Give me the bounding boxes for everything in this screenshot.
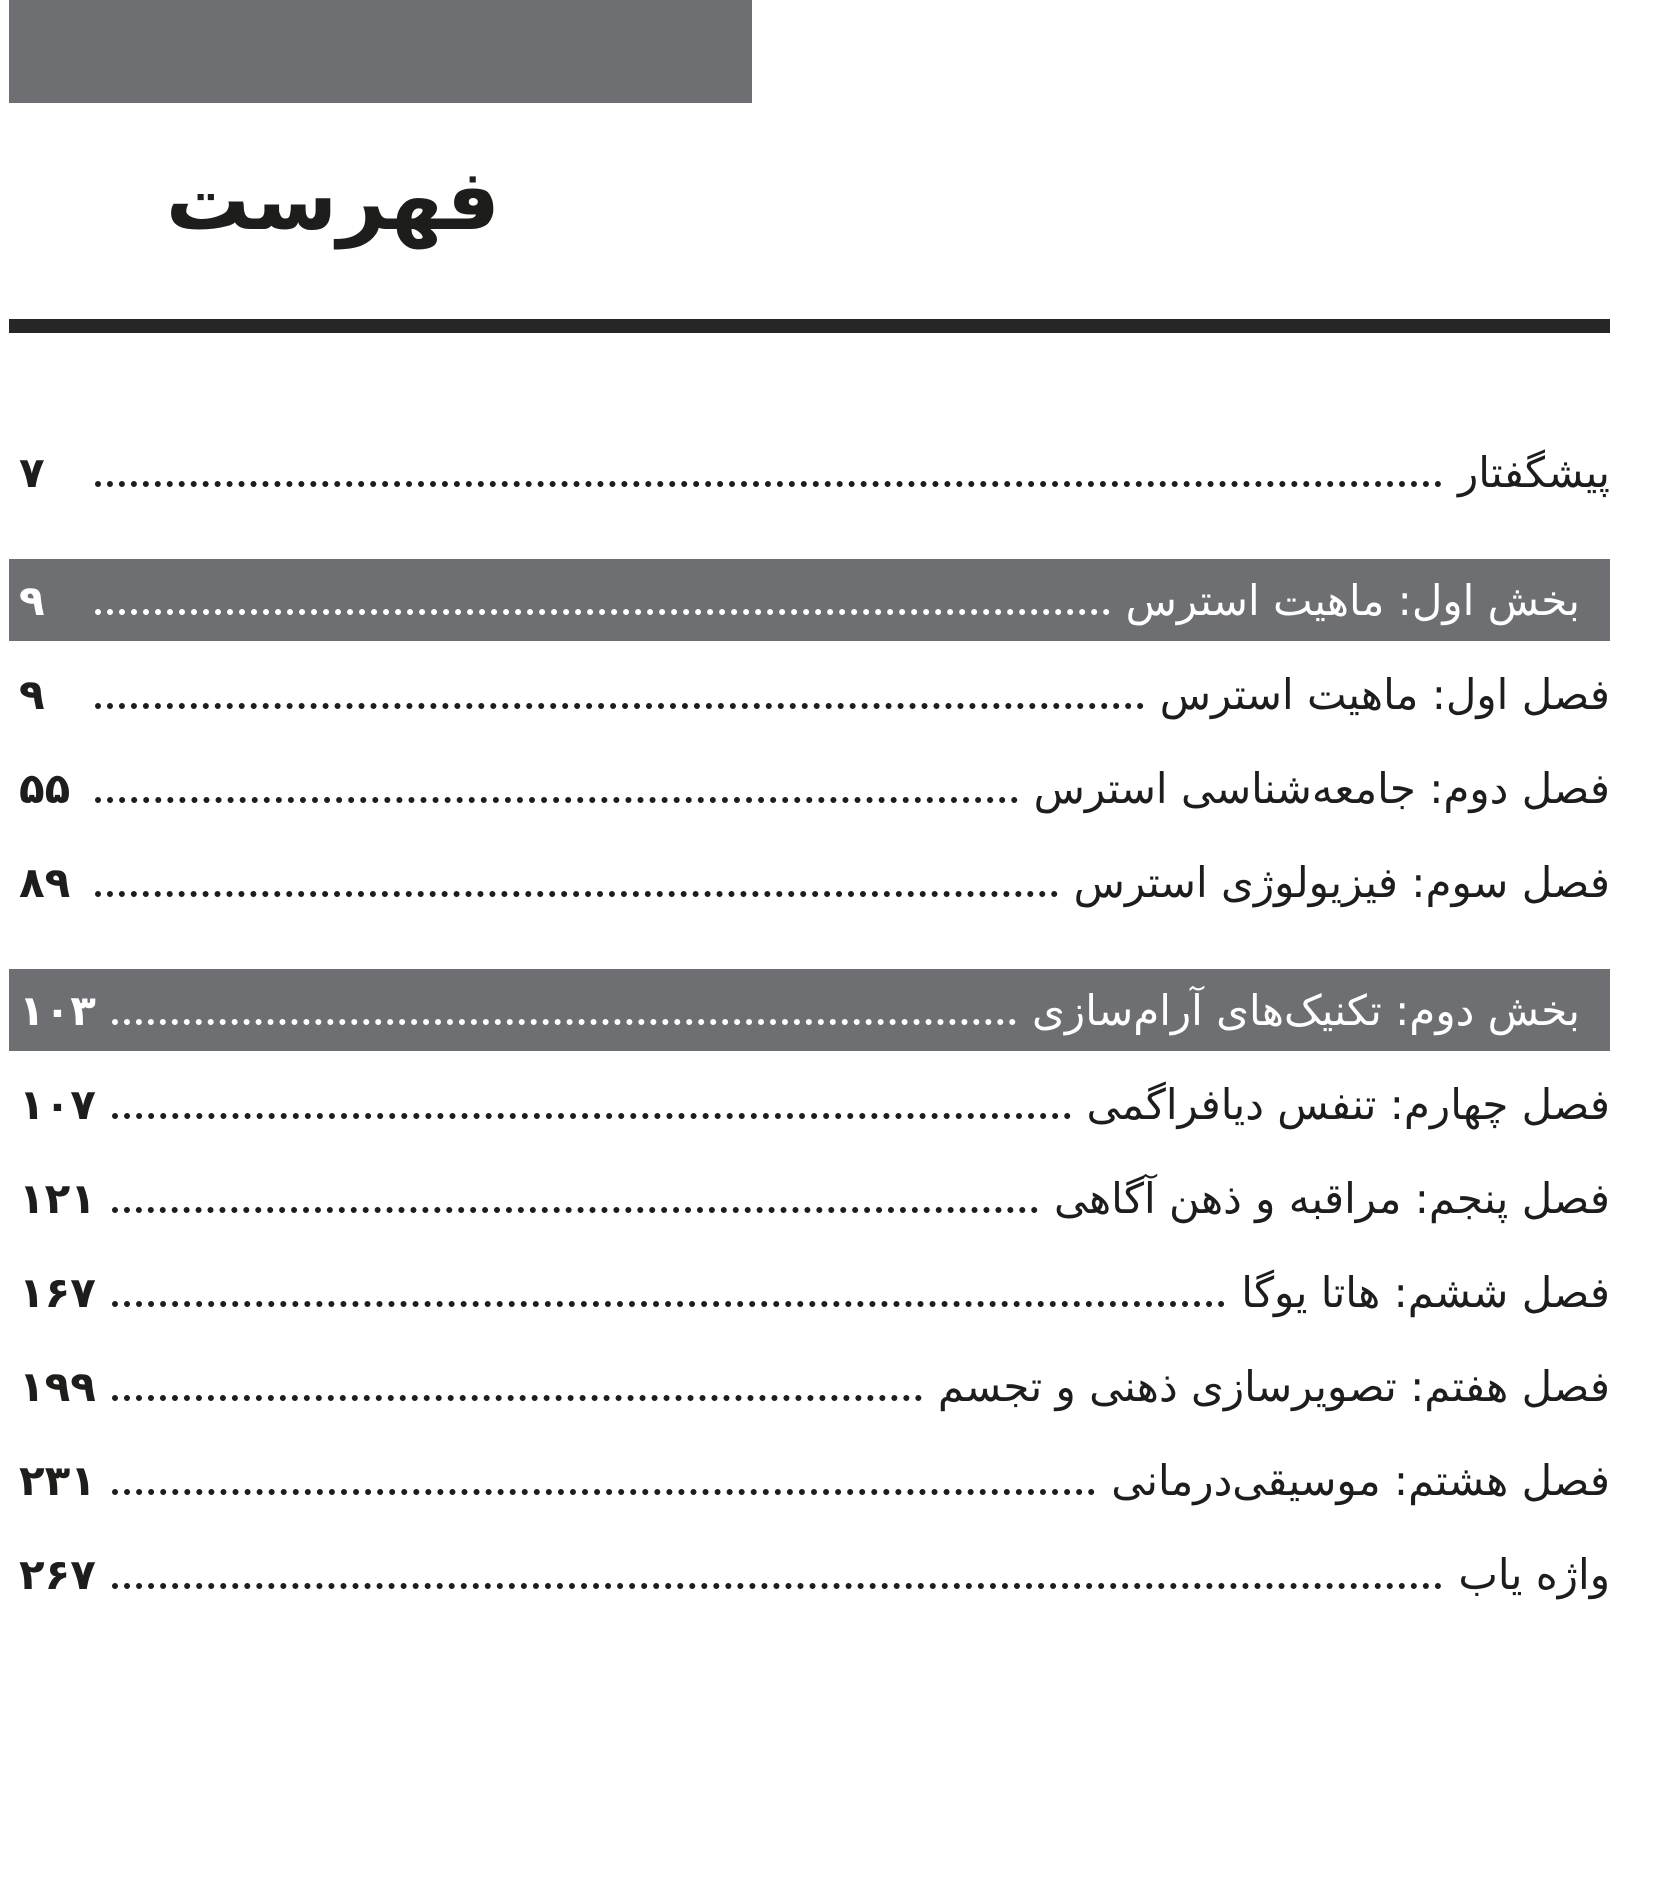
toc-section-part-two[interactable] [9,969,1610,1051]
toc-page-number: ۱۰۷ [19,1079,96,1129]
toc-page-number: ۲۳۱ [19,1455,96,1505]
toc-entry-chapter-5[interactable] [9,1151,1610,1245]
toc-page-number: ۱۲۱ [19,1173,96,1223]
dot-leader [95,693,1144,709]
toc-entry-label: فصل سوم: فیزیولوژی استرس [1073,857,1610,907]
toc-entry-label: پیشگفتار [1457,447,1610,497]
toc-page-number: ۱۰۳ [19,985,96,1035]
toc-entry-preface[interactable] [9,425,1610,519]
table-of-contents [9,425,1610,1621]
toc-section-part-one[interactable] [9,559,1610,641]
dot-leader [95,599,1110,615]
toc-section-label: بخش دوم: تکنیک‌های آرام‌سازی [1032,985,1580,1035]
toc-entry-chapter-1[interactable] [9,647,1610,741]
toc-entry-chapter-8[interactable] [9,1433,1610,1527]
toc-entry-label: فصل اول: ماهیت استرس [1159,669,1610,719]
toc-page-number: ۱۹۹ [19,1361,96,1411]
dot-leader [112,1009,1016,1025]
toc-page-number: ۸۹ [19,857,71,907]
toc-entry-label: فصل هشتم: موسیقی‌درمانی [1111,1455,1610,1505]
toc-entry-label: فصل هفتم: تصویرسازی ذهنی و تجسم [937,1361,1610,1411]
toc-entry-label: فصل چهارم: تنفس دیافراگمی [1086,1079,1610,1129]
toc-page-number: ۵۵ [19,763,71,813]
title-divider [9,319,1610,333]
toc-entry-chapter-6[interactable] [9,1245,1610,1339]
dot-leader [95,881,1058,897]
toc-section-label: بخش اول: ماهیت استرس [1125,575,1580,625]
toc-entry-chapter-7[interactable] [9,1339,1610,1433]
dot-leader [112,1197,1038,1213]
toc-page-number: ۲۶۷ [19,1549,96,1599]
dot-leader [95,471,1442,487]
toc-entry-label: فصل دوم: جامعه‌شناسی استرس [1033,763,1610,813]
dot-leader [112,1479,1095,1495]
toc-page-number: ۹ [19,575,45,625]
toc-entry-chapter-2[interactable] [9,741,1610,835]
dot-leader [112,1103,1071,1119]
toc-entry-chapter-4[interactable] [9,1057,1610,1151]
toc-page-number: ۹ [19,669,45,719]
toc-entry-glossary[interactable] [9,1527,1610,1621]
dot-leader [112,1573,1442,1589]
toc-entry-label: واژه یاب [1458,1549,1610,1599]
toc-entry-chapter-3[interactable] [9,835,1610,929]
dot-leader [112,1385,922,1401]
header-band [9,0,752,103]
toc-page-number: ۱۶۷ [19,1267,96,1317]
toc-entry-label: فصل پنجم: مراقبه و ذهن آگاهی [1054,1173,1610,1223]
dot-leader [95,787,1018,803]
toc-entry-label: فصل ششم: هاتا یوگا [1241,1267,1610,1317]
toc-page-number: ۷ [19,447,45,497]
page-title: فهرست [165,151,500,249]
dot-leader [112,1291,1225,1307]
